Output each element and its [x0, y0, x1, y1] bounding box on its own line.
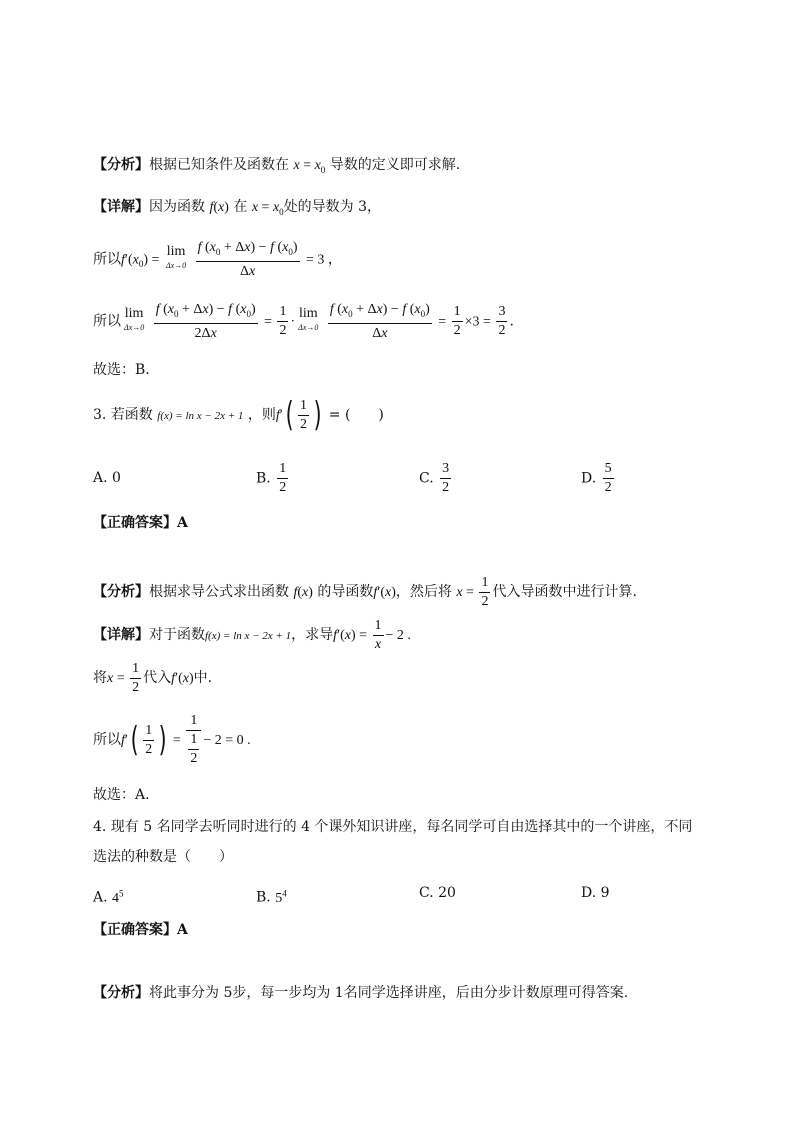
q3-analysis-d: 代入导函数中进行计算. — [492, 584, 637, 600]
fraction-derivative: $\frac{f (x_0 + \Delta x) - f (x_0)}{\Delta x}$ — [197, 240, 298, 279]
detail-text-b: 在 — [233, 199, 248, 215]
eq-end-1: = 3 ， — [305, 252, 342, 268]
q3-detail: 【详解】对于函数f(x) = ln x − 2x + 1，求导f′(x) = $\frac{1}{x}$ − 2 . — [93, 617, 411, 652]
analysis-text-a: 根据已知条件及函数在 — [149, 157, 289, 173]
choose-b: 故选：B. — [93, 362, 150, 378]
q4-analysis — [93, 983, 628, 1003]
q3-result: 所以f′( $\frac{1}{2}$ ) = $\frac{1}{\frac{1}{2}}$ − 2 = 0 . — [93, 713, 251, 766]
q3-analysis-a: 根据求导公式求出函数 — [149, 584, 289, 600]
q3-detail-tag: 【详解】 — [93, 627, 149, 643]
q4-option-b: B. $5^4$ — [256, 888, 287, 906]
detail-text-c: 处的导数为 3， — [283, 199, 382, 215]
math-fx: f — [209, 200, 214, 215]
q3-so: 所以 — [93, 732, 121, 748]
q4-option-b-label: B. — [256, 889, 271, 906]
q3-option-c-label: C. — [419, 470, 434, 487]
equation-line-2: 所以 lim Δx→0 $\frac{f (x_0 + \Delta x) - f (x_0)}{2\Delta x}$ = $\frac{1}{2}$ · lim Δx→0 $\frac{f (x_0 + \Delta x) - f (x_0)}{\Delta x}$ = $\frac{1}{2}$ ×3 = $\frac{3}{2}$ . — [93, 302, 514, 341]
q3-detail-a: 对于函数 — [149, 627, 205, 643]
limit-symbol: lim Δx→0 — [165, 244, 187, 271]
q3-func: f(x) = ln x − 2x + 1 — [157, 410, 244, 422]
analysis-tag: 【分析】 — [93, 157, 149, 173]
analysis-line-1: 【分析】根据已知条件及函数在 $x = x_0$ 导数的定义即可求解. — [93, 157, 461, 175]
q3-subst-a: 将 — [93, 670, 107, 686]
q3-stem-a: 3. 若函数 — [93, 407, 153, 423]
eq-end-2: . — [509, 313, 514, 330]
q3-analysis-b: 的导函数 — [317, 584, 374, 600]
q3-subst-b: 代入 — [143, 670, 172, 686]
q4-option-a: A. $4^5$ — [93, 888, 124, 906]
q4-analysis-tag: 【分析】 — [93, 985, 149, 1001]
q3-subst-c: 中. — [193, 670, 213, 686]
q3-answer: 【正确答案】A — [93, 515, 188, 531]
q3-option-a: A. 0 — [93, 470, 121, 486]
detail-text-a: 因为函数 — [149, 199, 205, 215]
q4-option-d: D. 9 — [581, 885, 610, 901]
equation-line-1: 所以$f'(x_0)$ = lim Δx→0 $\frac{f (x_0 + \Delta x) - f (x_0)}{\Delta x}$ = 3 ， — [93, 240, 342, 279]
q3-stem: 3. 若函数 f(x) = ln x − 2x + 1 ，则f′( $\frac{1}{2}$ ) = ( ) — [93, 395, 384, 435]
q4-option-c: C. 20 — [419, 885, 456, 901]
q4-option-a-label: A. — [93, 889, 108, 906]
detail-tag: 【详解】 — [93, 199, 149, 215]
q3-option-b: B. $\frac{1}{2}$ — [256, 461, 287, 495]
q3-stem-c: = ( ) — [328, 407, 384, 423]
q3-option-d-label: D. — [581, 470, 597, 487]
detail-line-1: 【详解】因为函数 f(x) 在 $x = x_0$处的导数为 3， — [93, 199, 382, 217]
analysis-text-b: 导数的定义即可求解. — [329, 157, 461, 173]
q3-detail-b: ，求导 — [291, 627, 334, 643]
q3-choose: 故选：A. — [93, 787, 150, 803]
q3-analysis-c: ，然后将 — [395, 584, 452, 600]
q3-option-b-label: B. — [256, 470, 271, 487]
q3-option-d: D. $\frac{5}{2}$ — [581, 461, 612, 495]
q3-substitute: 将x = $\frac{1}{2}$ 代入f′(x)中. — [93, 660, 213, 695]
q3-stem-b: ，则 — [247, 407, 276, 423]
q3-option-c: C. $\frac{3}{2}$ — [419, 461, 450, 495]
q3-analysis: 【分析】根据求导公式求出函数 f(x) 的导函数f′(x)，然后将 x = $\frac{1}{2}$ 代入导函数中进行计算. — [93, 574, 637, 609]
so-text-1: 所以 — [93, 251, 121, 268]
q3-analysis-tag: 【分析】 — [93, 584, 149, 600]
so-text-2: 所以 — [93, 313, 121, 330]
q4-stem-line-1: 4. 现有 5 名同学去听同时进行的 4 个课外知识讲座，每名同学可自由选择其中的一个讲座，不同 — [93, 819, 693, 835]
q4-answer: 【正确答案】A — [93, 922, 188, 938]
q4-analysis-text: 将此事分为 5步，每一步均为 1名同学选择讲座，后由分步计数原理可得答案. — [149, 985, 629, 1001]
q4-stem-line-2: 选法的种数是（ ） — [93, 849, 233, 865]
math-x-eq-x0: x — [293, 158, 300, 173]
